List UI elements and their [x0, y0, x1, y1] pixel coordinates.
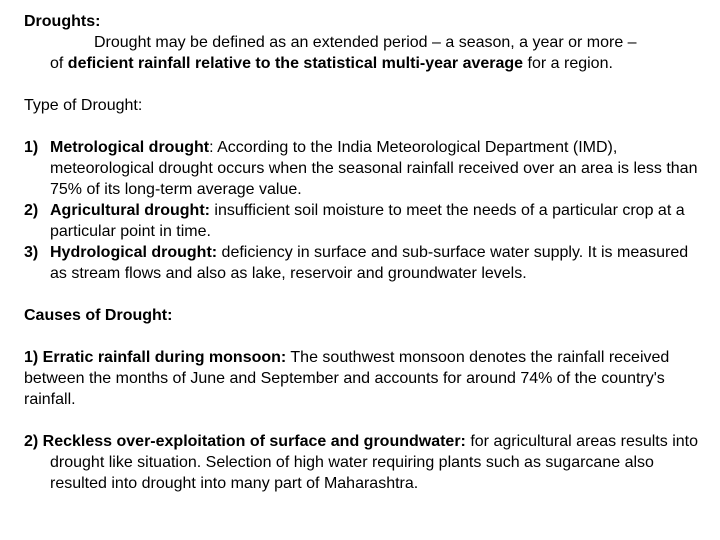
spacer — [24, 74, 708, 95]
cause-term: 1) Erratic rainfall during monsoon: — [24, 349, 287, 366]
list-item-text: : According to the India Meteorological Department (IMD), meteorological drought occurs when the seasonal rainfall received over an area is less than 75% of its long-term average value. — [50, 139, 698, 198]
list-item-term: Hydrological drought: — [50, 244, 218, 261]
spacer — [24, 284, 708, 305]
droughts-heading: Droughts: — [24, 13, 101, 30]
list-item-number: 3) — [24, 244, 39, 261]
definition-pre: of — [50, 55, 68, 72]
spacer — [24, 326, 708, 347]
list-item-text: deficiency in surface and sub-surface water supply. It is measured as stream flows and also as lake, reservoir and groundwater levels. — [50, 244, 689, 282]
definition-post: for a region. — [523, 55, 613, 72]
list-item-term: Metrological drought — [50, 139, 210, 156]
causes-heading: Causes of Drought: — [24, 307, 173, 324]
types-heading: Type of Drought: — [24, 97, 143, 114]
list-item-number: 1) — [24, 139, 39, 156]
list-item — [24, 200, 708, 242]
spacer — [24, 116, 708, 137]
list-item-term: Agricultural drought: — [50, 202, 210, 219]
list-item — [24, 242, 708, 284]
document-page — [24, 11, 708, 494]
cause-text: The southwest monsoon denotes the rainfall received between the months of June and September and accounts for around 74% of the country's rainfall. — [24, 349, 670, 408]
list-item — [24, 137, 708, 200]
cause-item-2 — [24, 431, 708, 494]
definition-bold: deficient rainfall relative to the statistical multi-year average — [67, 55, 524, 72]
droughts-definition-line1: Drought may be defined as an extended period – a season, a year or more – — [94, 34, 637, 51]
droughts-definition-line2 — [24, 53, 708, 74]
list-item-text: insufficient soil moisture to meet the needs of a particular crop at a particular point in time. — [50, 202, 685, 240]
cause-item-1 — [24, 347, 708, 410]
cause-text: for agricultural areas results into drought like situation. Selection of high water requiring plants such as sugarcane also resulted into drought into many part of Maharashtra. — [50, 433, 698, 492]
types-list — [24, 137, 708, 284]
cause-term: 2) Reckless over-exploitation of surface and groundwater: — [24, 433, 466, 450]
list-item-number: 2) — [24, 202, 39, 219]
spacer — [24, 410, 708, 431]
